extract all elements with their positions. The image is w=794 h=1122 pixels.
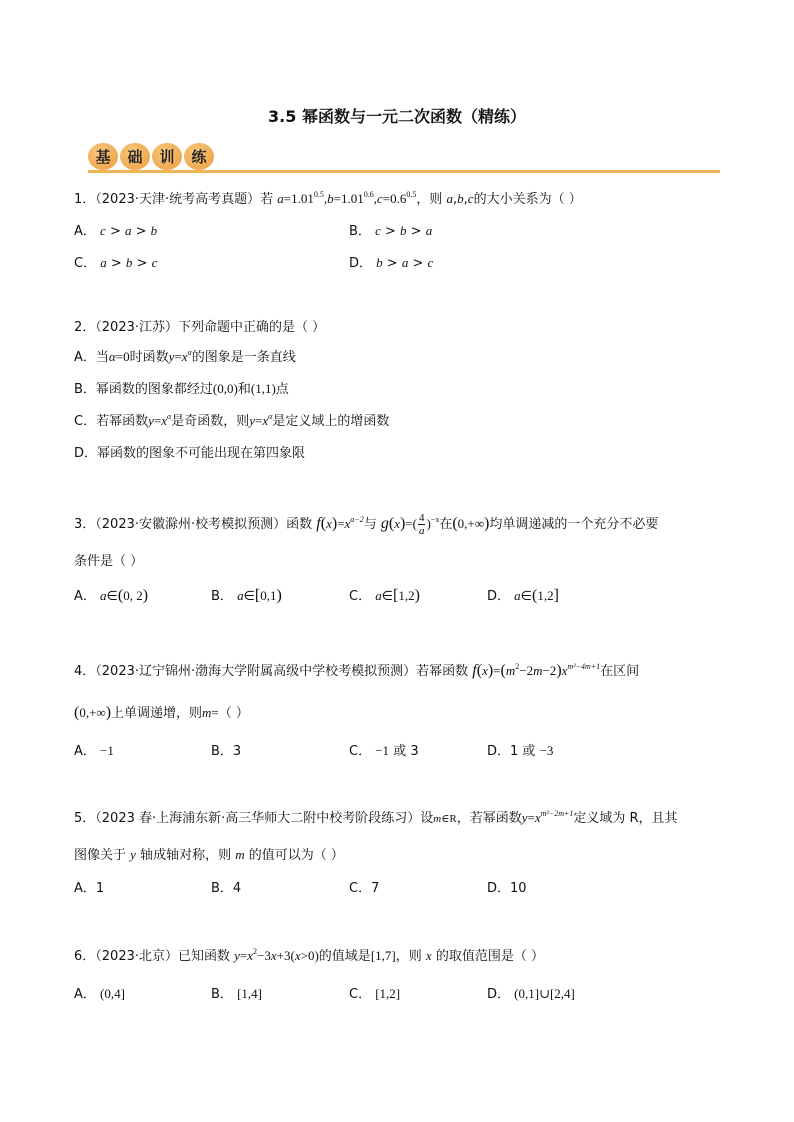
option-d: D．10 xyxy=(487,881,527,896)
section-banner xyxy=(88,143,720,173)
option-c: C． a∈[1,2) xyxy=(349,587,420,604)
question-text: （2023·辽宁锦州·渤海大学附属高级中学校考模拟预测）若幂函数 xyxy=(95,664,469,679)
option-d: D． b > a > c xyxy=(349,255,434,271)
question-4-line2: (0,+∞)上单调递增，则m=（ ） xyxy=(74,704,249,721)
banner-underline xyxy=(88,170,720,173)
option-b: B． [1,4] xyxy=(211,986,262,1002)
question-text: （2023·安徽滁州·校考模拟预测）函数 xyxy=(95,517,313,532)
banner-char: 训 xyxy=(152,143,182,170)
option-a: A． c > a > b xyxy=(74,223,158,239)
question-5: 5．（2023 春·上海浦东新·高三华师大二附中校考阶段练习）设m∈R，若幂函数$y=x^{m^2-2m+1}$定义域为 R，且其 xyxy=(74,809,678,826)
option-d: D．幂函数的图象不可能出现在第四象限 xyxy=(74,446,306,461)
option-d: D． (0,1]∪[2,4] xyxy=(487,986,575,1002)
question-text: （2023·江苏）下列命题中正确的是（ ） xyxy=(95,320,326,335)
option-c: C． −1 或 3 xyxy=(349,743,419,759)
question-1: 1．（2023·天津·统考高考真题）若 $a=1.01^{0.5},b=1.01^{0.6},c=0.6^{0.5}$，则 a,b,c的大小关系为（ ） xyxy=(74,190,582,207)
option-a: A．1 xyxy=(74,881,105,896)
banner-char: 基 xyxy=(88,143,118,170)
option-b: B．3 xyxy=(211,744,242,759)
question-6: 6．（2023·北京）已知函数 $y=x^2-3x+3(x>0)$的值域是[1,7]，则 x 的取值范围是（ ） xyxy=(74,947,544,964)
option-d: D． a∈(1,2] xyxy=(487,587,559,604)
question-3: 3．（2023·安徽滁州·校考模拟预测）函数 $f(x)=x^{a-2}$与 g(x)=( $\frac{4}{a}$ )$^{-x}$在(0,+∞)均单调递减的一个充分不必要 xyxy=(74,512,659,537)
banner-char: 练 xyxy=(184,143,214,170)
option-a: A． −1 xyxy=(74,743,114,759)
question-3-line2: 条件是（ ） xyxy=(74,554,144,569)
question-2: 2．（2023·江苏）下列命题中正确的是（ ） xyxy=(74,320,326,335)
option-c: C． [1,2] xyxy=(349,986,401,1002)
option-c: C． a > b > c xyxy=(74,255,158,271)
banner-char: 础 xyxy=(120,143,150,170)
question-text: （2023 春·上海浦东新·高三华师大二附中校考阶段练习）设 xyxy=(95,811,434,826)
option-c: C．7 xyxy=(349,881,380,896)
option-d: D．1 或 −3 xyxy=(487,743,554,759)
option-b: B．4 xyxy=(211,881,242,896)
option-b: B．幂函数的图象都经过(0,0)和(1,1)点 xyxy=(74,381,289,397)
option-a: A． a∈(0, 2) xyxy=(74,587,149,604)
question-4: 4．（2023·辽宁锦州·渤海大学附属高级中学校考模拟预测）若幂函数 $f(x)=(m^2-2m-2)x^{m^2-4m+1}$在区间 xyxy=(74,662,640,679)
page-title: 3.5 幂函数与一元二次函数（精练） xyxy=(268,107,526,126)
option-b: B． c > b > a xyxy=(349,223,433,239)
question-number: 1． xyxy=(74,192,96,207)
question-5-line2: 图像关于 y 轴成轴对称，则 m 的值可以为（ ） xyxy=(74,847,344,863)
option-a: A． (0,4] xyxy=(74,986,125,1002)
question-text: （2023·北京）已知函数 xyxy=(95,949,230,964)
option-a: A．当α=0时函数$y=x^\alpha$的图象是一条直线 xyxy=(74,348,296,365)
question-text: （2023·天津·统考高考真题）若 xyxy=(95,192,274,207)
option-b: B． a∈[0,1) xyxy=(211,587,282,604)
option-c: C．若幂函数$y=x^\alpha$是奇函数，则$y=x^\alpha$是定义域上的增函数 xyxy=(74,412,390,429)
